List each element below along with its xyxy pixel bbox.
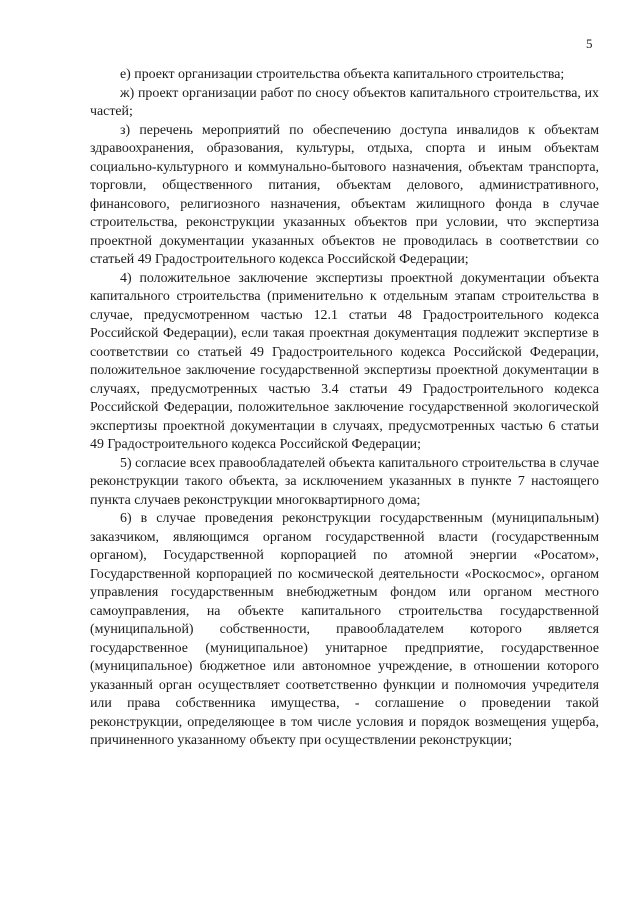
paragraph-item-zh: ж) проект организации работ по сносу объектов капитального строительства, их частей; <box>90 85 599 119</box>
paragraph-item-4: 4) положительное заключение экспертизы проектной документации объекта капитального строительства (применительно к отдельным этапам строительства в случае, предусмотренном частью 12.1 статьи 48 Градостроительного кодекса Российской Федерации), если такая проектная документация подлежит экспертизе в соответствии со статьей 49 Градостроительного кодекса Российской Федерации, положительное заключение государственной экспертизы проектной документации в случаях, предусмотренных частью 3.4 статьи 49 Градостроительного кодекса Российской Федерации, положительное заключение государственной экологической экспертизы проектной документации в случаях, предусмотренных частью 6 статьи 49 Градостроительного кодекса Российской Федерации; <box>90 270 599 452</box>
paragraph-item-e: е) проект организации строительства объекта капитального строительства; <box>120 67 565 82</box>
paragraph-item-6: 6) в случае проведения реконструкции государственным (муниципальным) заказчиком, являющимся органом государственной власти (государственным органом), Государственной корпорацией по атомной энергии «Росатом», Государственной корпорацией по космической деятельности «Роскосмос», органом управления государственным внебюджетным фондом или органом местного самоуправления, на объекте капитального строительства государственной (муниципальной) собственности, правообладателем которого является государственное (муниципальное) унитарное предприятие, государственное (муниципальное) бюджетное или автономное учреждение, в отношении которого указанный орган осуществляет соответственно функции и полномочия учредителя или права собственника имущества, - соглашение о проведении такой реконструкции, определяющее в том числе условия и порядок возмещения ущерба, причиненного указанному объекту при осуществлении реконструкции; <box>90 511 599 748</box>
document-body <box>90 66 599 751</box>
paragraph-item-5: 5) согласие всех правообладателей объекта капитального строительства в случае реконструкции такого объекта, за исключением указанных в пункте 7 настоящего пункта случаев реконструкции многоквартирного дома; <box>90 455 599 508</box>
paragraph-item-z: з) перечень мероприятий по обеспечению доступа инвалидов к объектам здравоохранения, образования, культуры, отдыха, спорта и иным объектам социально-культурного и коммунально-бытового назначения, объектам транспорта, торговли, общественного питания, объектам делового, административного, финансового, религиозного назначения, объектам жилищного фонда в случае строительства, реконструкции указанных объектов при условии, что экспертиза проектной документации указанных объектов не проводилась в соответствии со статьей 49 Градостроительного кодекса Российской Федерации; <box>90 122 599 267</box>
page-number: 5 <box>586 36 593 51</box>
